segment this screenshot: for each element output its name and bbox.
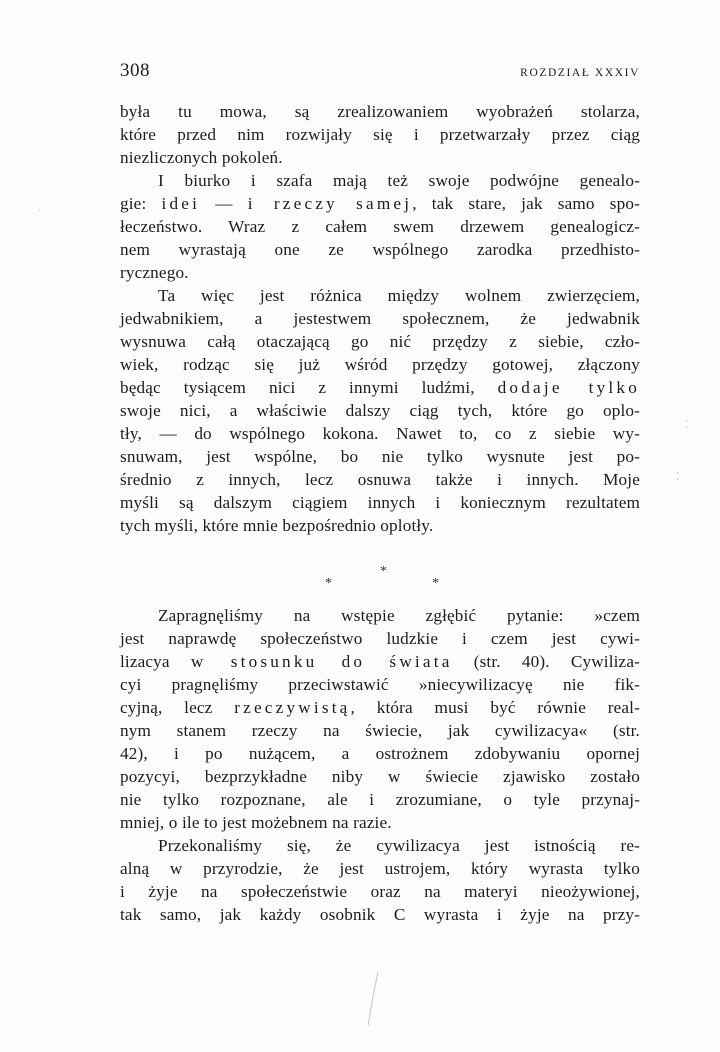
text-line: snuwam, jest wspólne, bo nie tylko wysnute jest po- (120, 447, 640, 466)
text-line: i żyje na społeczeństwie oraz na materyi nieożywionej, (120, 882, 640, 901)
text-line: nym stanem rzeczy na świecie, jak cywilizacya« (str. (120, 721, 640, 740)
text-line (120, 650, 640, 673)
text-line: niezliczonych pokoleń. (120, 148, 283, 167)
section-separator (300, 564, 460, 594)
text-line: tych myśli, które mnie bezpośrednio oplotły. (120, 516, 434, 535)
text-fragment: , tak stare, jak samo spo- (412, 194, 640, 213)
text-line: średnio z innych, lecz osnuwa także i innych. Moje (120, 470, 640, 489)
text-fragment: będąc tysiącem nici z innymi ludźmi, (120, 378, 498, 397)
text-line (120, 696, 640, 719)
spaced-emphasis: idei (161, 194, 201, 213)
text-line: tły, — do wspólnego kokona. Nawet to, co z siebie wy- (120, 424, 640, 443)
page-number: 308 (120, 60, 150, 81)
text-line: Ta więc jest różnica między wolnem zwierzęciem, (158, 286, 640, 305)
text-line: jest naprawdę społeczeństwo ludzkie i czem jest cywi- (120, 629, 640, 648)
text-line: alną w przyrodzie, że jest ustrojem, który wyrasta tylko (120, 859, 640, 878)
spaced-emphasis: dodaje tylko (497, 378, 640, 397)
asterisk: * (432, 576, 439, 591)
text-line: pozycyi, bezprzykładne niby w świecie zjawisko zostało (120, 767, 640, 786)
scan-speck: · (38, 205, 42, 217)
text-line: Przekonaliśmy się, że cywilizacya jest istnością re- (158, 836, 640, 855)
text-line: wiek, rodząc się już wśród przędzy gotowej, złączony (120, 355, 640, 374)
text-line: I biurko i szafa mają też swoje podwójne genealo- (158, 171, 640, 190)
text-line: które przed nim rozwijały się i przetwarzały przez ciąg (120, 125, 640, 144)
text-line: 42), i po nużącem, a ostrożnem zdobywaniu opornej (120, 744, 640, 763)
text-line: wysnuwa całą otaczającą go nić przędzy z siebie, czło- (120, 332, 640, 351)
paragraph-block-1 (120, 100, 640, 537)
text-line: jedwabnikiem, a jestestwem społecznem, że jedwabnik (120, 309, 640, 328)
text-line (120, 376, 640, 399)
spaced-emphasis: w stosunku do świata (190, 652, 453, 671)
text-line: swoje nici, a właściwie dalszy ciąg tych, które go oplo- (120, 401, 640, 420)
text-fragment: gie: (120, 194, 162, 213)
text-line: Zapragnęliśmy na wstępie zgłębić pytanie: »czem (158, 606, 640, 625)
text-line: nem wyrastają one ze wspólnego zarodka przedhisto- (120, 240, 640, 259)
scan-speck: ⁚ (685, 419, 689, 431)
scan-stroke-mark (364, 970, 384, 1030)
text-line (120, 192, 640, 215)
text-fragment: , która musi być równie real- (350, 698, 640, 717)
scan-speck: ⁚ (676, 471, 680, 483)
asterisk: * (380, 564, 387, 579)
text-fragment: (str. 40). Cywiliza- (452, 652, 640, 671)
text-line: nie tylko rozpoznane, ale i zrozumiane, o tyle przynaj- (120, 790, 640, 809)
text-fragment: cyjną, lecz (120, 698, 235, 717)
text-line: łeczeństwo. Wraz z całem swem drzewem genealogicz- (120, 217, 640, 236)
asterisk: * (325, 576, 332, 591)
text-fragment: lizacya (120, 652, 191, 671)
page-header (120, 60, 640, 82)
text-line: cyi pragnęliśmy przeciwstawić »niecywilizacyę nie fik- (120, 675, 640, 694)
spaced-emphasis: i rzeczy samej (247, 194, 413, 213)
text-line: tak samo, jak każdy osobnik C wyrasta i żyje na przy- (120, 905, 640, 924)
text-line: mniej, o ile to jest możebnem na razie. (120, 813, 392, 832)
text-line: rycznego. (120, 263, 189, 282)
paragraph-block-2 (120, 604, 640, 926)
spaced-emphasis: rzeczywistą (234, 698, 351, 717)
text-line: myśli są dalszym ciągiem innych i koniecznym rezultatem (120, 493, 640, 512)
running-head: ROZDZIAŁ XXXIV (520, 67, 640, 79)
text-fragment: — (200, 194, 248, 213)
text-line: była tu mowa, są zrealizowaniem wyobrażeń stolarza, (120, 102, 640, 121)
